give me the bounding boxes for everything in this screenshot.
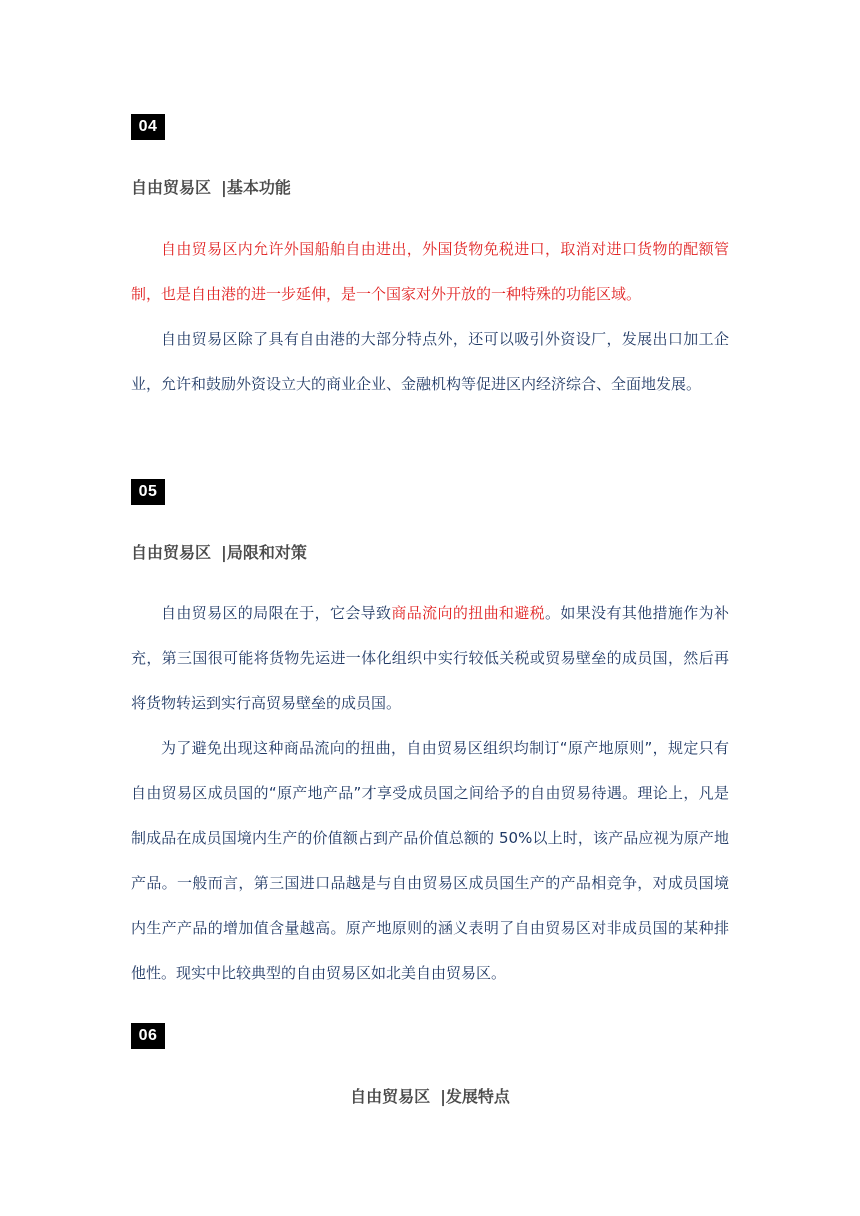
section-number-badge: 04 — [131, 114, 165, 140]
heading-sub: |基本功能 — [221, 178, 291, 197]
paragraph-text: 。如果没有其他措施作为补充，第三国很可能将货物先运进一体化组织中实行较低关税或贸易壁垒的成员国，然后再将货物转运到实行高贸易壁垒的成员国。 — [131, 604, 729, 712]
highlighted-text: 商品流向的扭曲和避税 — [391, 604, 546, 622]
heading-sub: |局限和对策 — [221, 543, 307, 562]
paragraph-text: 自由贸易区的局限在于，它会导致 — [161, 604, 392, 622]
section-number-badge: 05 — [131, 479, 165, 505]
paragraph: 自由贸易区内允许外国船舶自由进出，外国货物免税进口，取消对进口货物的配额管制，也是自由港的进一步延伸，是一个国家对外开放的一种特殊的功能区域。 — [131, 240, 729, 303]
heading-main: 自由贸易区 — [131, 543, 212, 562]
section-heading — [131, 540, 307, 566]
section-heading — [131, 175, 291, 201]
section-number-badge: 06 — [131, 1023, 165, 1049]
paragraph: 自由贸易区除了具有自由港的大部分特点外，还可以吸引外资设厂，发展出口加工企业，允许和鼓励外资设立大的商业企业、金融机构等促进区内经济综合、全面地发展。 — [131, 330, 729, 393]
paragraph — [131, 591, 729, 726]
heading-main: 自由贸易区 — [131, 178, 212, 197]
heading-sub: |发展特点 — [440, 1087, 510, 1106]
section-heading — [0, 1084, 860, 1110]
paragraph: 为了避免出现这种商品流向的扭曲，自由贸易区组织均制订“原产地原则”，规定只有自由贸易区成员国的“原产地产品”才享受成员国之间给予的自由贸易待遇。理论上，凡是制成品在成员国境内生产的价值额占到产品价值总额的 50%以上时，该产品应视为原产地产品。一般而言，第三国进口品越是与自由贸易区成员国生产的产品相竞争，对成员国境内生产产品的增加值含量越高。原产地原则的涵义表明了自由贸易区对非成员国的某种排他性。现实中比较典型的自由贸易区如北美自由贸易区。 — [131, 739, 729, 982]
heading-main: 自由贸易区 — [350, 1087, 431, 1106]
